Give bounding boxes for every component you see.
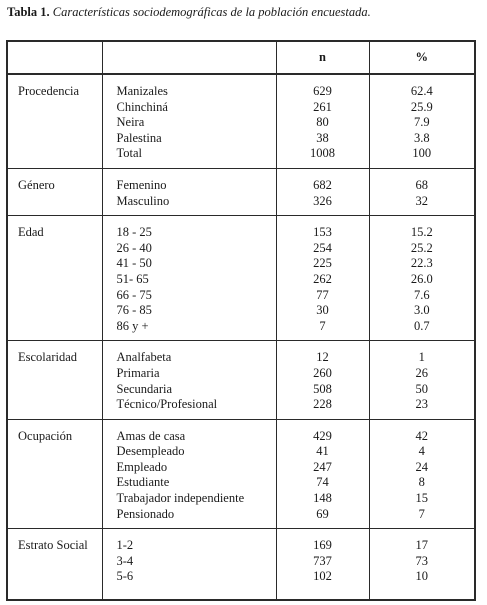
row-percent-value: 26.0 bbox=[410, 271, 433, 286]
row-n-value: 38 bbox=[316, 130, 329, 145]
category-label: Ocupación bbox=[18, 428, 73, 443]
row-n-value: 247 bbox=[313, 459, 332, 474]
row-percent-value-cell bbox=[369, 216, 475, 341]
row-label: Amas de casa bbox=[116, 428, 186, 443]
row-percent-value: 7 bbox=[418, 506, 425, 521]
row-n-value: 1008 bbox=[310, 146, 335, 161]
table-group-row bbox=[7, 168, 475, 215]
row-percent-value: 73 bbox=[415, 553, 428, 568]
row-label: 5-6 bbox=[116, 569, 134, 584]
row-label-cell bbox=[102, 341, 276, 419]
row-percent-value: 8 bbox=[418, 475, 425, 490]
row-n-value-cell bbox=[276, 529, 369, 600]
row-percent-value: 32 bbox=[415, 193, 428, 208]
row-percent-value: 25.9 bbox=[410, 99, 433, 114]
row-percent-value: 7.9 bbox=[413, 115, 430, 130]
table-title: Características sociodemográficas de la población encuestada. bbox=[52, 5, 371, 19]
row-label: Secundaria bbox=[116, 381, 173, 396]
row-n-value: 225 bbox=[313, 256, 332, 271]
row-n-value: 508 bbox=[313, 381, 332, 396]
row-n-value: 102 bbox=[313, 569, 332, 584]
row-label: Pensionado bbox=[116, 506, 175, 521]
row-n-value: 30 bbox=[316, 303, 329, 318]
row-n-value: 254 bbox=[313, 240, 332, 255]
row-label: Analfabeta bbox=[116, 350, 172, 365]
row-label: 1-2 bbox=[116, 538, 134, 553]
row-n-value: 262 bbox=[313, 271, 332, 286]
row-percent-value: 3.8 bbox=[413, 130, 430, 145]
row-label: Primaria bbox=[116, 365, 160, 380]
row-label: Manizales bbox=[116, 84, 168, 98]
row-label: 18 - 25 bbox=[116, 225, 152, 240]
table-group-row bbox=[7, 529, 475, 600]
row-label: 26 - 40 bbox=[116, 240, 152, 255]
row-percent-value: 15.2 bbox=[410, 225, 433, 240]
table-caption bbox=[7, 5, 371, 20]
row-label: Empleado bbox=[116, 459, 168, 474]
row-label: Desempleado bbox=[116, 444, 185, 459]
header-n: n bbox=[276, 41, 369, 74]
category-cell bbox=[7, 419, 102, 529]
row-percent-value-cell bbox=[369, 419, 475, 529]
row-label-cell bbox=[102, 74, 276, 168]
row-percent-value: 22.3 bbox=[410, 256, 433, 271]
category-cell bbox=[7, 529, 102, 600]
row-n-value: 261 bbox=[313, 99, 332, 114]
row-percent-value: 62.4 bbox=[410, 84, 433, 98]
table-group-row bbox=[7, 74, 475, 168]
row-n-value: 74 bbox=[316, 475, 329, 490]
row-percent-value: 42 bbox=[415, 428, 428, 443]
header-percent: % bbox=[369, 41, 475, 74]
row-n-value-cell bbox=[276, 74, 369, 168]
header-label bbox=[102, 41, 276, 74]
row-label: 66 - 75 bbox=[116, 287, 152, 302]
category-cell bbox=[7, 341, 102, 419]
row-label: Chinchiná bbox=[116, 99, 168, 114]
row-n-value: 41 bbox=[316, 444, 329, 459]
row-percent-value: 3.0 bbox=[413, 303, 430, 318]
row-percent-value: 24 bbox=[415, 459, 428, 474]
row-n-value-cell bbox=[276, 341, 369, 419]
category-label: Procedencia bbox=[18, 84, 80, 98]
category-label: Edad bbox=[18, 225, 44, 240]
row-label: Femenino bbox=[116, 177, 167, 192]
row-n-value: 7 bbox=[319, 318, 326, 333]
row-percent-value: 100 bbox=[412, 146, 432, 161]
row-n-value: 153 bbox=[313, 225, 332, 240]
row-label-cell bbox=[102, 419, 276, 529]
row-label: Técnico/Profesional bbox=[116, 397, 218, 412]
row-label: Estudiante bbox=[116, 475, 170, 490]
row-label: Masculino bbox=[116, 193, 170, 208]
row-label: Trabajador independiente bbox=[116, 491, 245, 506]
category-label: Estrato Social bbox=[18, 538, 88, 553]
row-n-value: 326 bbox=[313, 193, 332, 208]
row-percent-value: 4 bbox=[418, 444, 425, 459]
row-percent-value: 7.6 bbox=[413, 287, 430, 302]
table-group-row bbox=[7, 216, 475, 341]
row-label-cell bbox=[102, 216, 276, 341]
row-n-value: 429 bbox=[313, 428, 332, 443]
row-n-value: 80 bbox=[316, 115, 329, 130]
row-label: 41 - 50 bbox=[116, 256, 152, 271]
row-n-value-cell bbox=[276, 168, 369, 215]
row-percent-value: 17 bbox=[415, 538, 428, 553]
row-n-value: 228 bbox=[313, 397, 332, 412]
row-label-cell bbox=[102, 168, 276, 215]
header-category bbox=[7, 41, 102, 74]
row-label: 51- 65 bbox=[116, 271, 149, 286]
category-label: Género bbox=[18, 177, 55, 192]
table-body bbox=[7, 74, 475, 600]
table-header-row bbox=[7, 41, 475, 74]
row-percent-value-cell bbox=[369, 74, 475, 168]
table-group-row bbox=[7, 341, 475, 419]
row-label: 3-4 bbox=[116, 553, 134, 568]
row-percent-value-cell bbox=[369, 168, 475, 215]
row-percent-value: 25.2 bbox=[410, 240, 433, 255]
row-label: Neira bbox=[116, 115, 145, 130]
row-n-value: 12 bbox=[316, 350, 329, 365]
row-n-value: 737 bbox=[313, 553, 332, 568]
row-percent-value: 10 bbox=[415, 569, 428, 584]
row-percent-value: 0.7 bbox=[413, 318, 430, 333]
row-percent-value: 15 bbox=[415, 491, 428, 506]
category-cell bbox=[7, 168, 102, 215]
row-percent-value: 26 bbox=[415, 365, 428, 380]
row-n-value: 148 bbox=[313, 491, 332, 506]
category-label: Escolaridad bbox=[18, 350, 78, 365]
row-label-cell bbox=[102, 529, 276, 600]
row-percent-value-cell bbox=[369, 341, 475, 419]
row-label: 76 - 85 bbox=[116, 303, 152, 318]
row-percent-value: 50 bbox=[415, 381, 428, 396]
row-n-value: 77 bbox=[316, 287, 329, 302]
category-cell bbox=[7, 216, 102, 341]
row-percent-value: 68 bbox=[415, 177, 428, 192]
sociodemographic-table bbox=[6, 40, 476, 601]
category-cell bbox=[7, 74, 102, 168]
row-n-value: 629 bbox=[313, 84, 332, 98]
row-n-value: 682 bbox=[313, 177, 332, 192]
row-n-value: 69 bbox=[316, 506, 329, 521]
row-percent-value: 23 bbox=[415, 397, 428, 412]
row-n-value: 260 bbox=[313, 365, 332, 380]
row-n-value: 169 bbox=[313, 538, 332, 553]
row-label: 86 y + bbox=[116, 318, 149, 333]
row-percent-value-cell bbox=[369, 529, 475, 600]
row-percent-value: 1 bbox=[418, 350, 425, 365]
table-group-row bbox=[7, 419, 475, 529]
row-label: Total bbox=[116, 146, 143, 161]
table-number: Tabla 1. bbox=[7, 5, 50, 19]
row-n-value-cell bbox=[276, 216, 369, 341]
row-label: Palestina bbox=[116, 130, 162, 145]
row-n-value-cell bbox=[276, 419, 369, 529]
